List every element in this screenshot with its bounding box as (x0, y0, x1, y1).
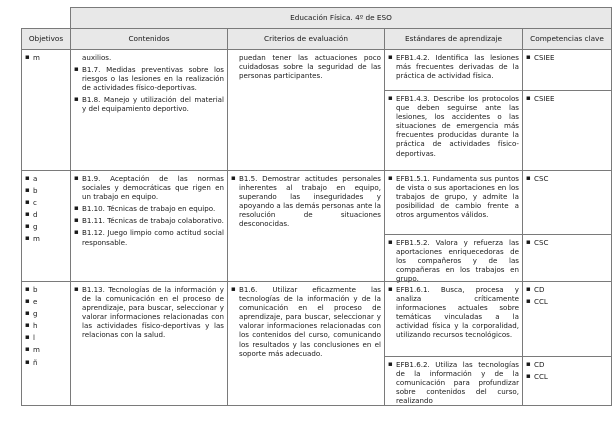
competencia-badge: ▪ CD (526, 285, 608, 294)
curriculum-table (21, 7, 612, 406)
objetivos-cell (22, 50, 71, 171)
contenidos-cell (71, 50, 228, 171)
objetivo-item: ▪ e (25, 297, 67, 306)
estandar-item: ▪ EFB1.5.2. Valora y refuerza las aportaciones enriquecedoras de los compañeros y de las compañeras en los trabajos en grupo. (388, 238, 519, 283)
objetivo-item: ▪ g (25, 222, 67, 231)
table-row (22, 50, 612, 171)
estandar-item: ▪ EFB1.4.2. Identifica las lesiones más frecuentes derivadas de la práctica de actividad física. (388, 53, 519, 80)
header-estandares: Estándares de aprendizaje (385, 29, 523, 50)
contenido-item: ▪ B1.8. Manejo y utilización del material y del equipamiento deportivo. (74, 95, 224, 113)
competencia-badge: ▪ CSIEE (526, 94, 608, 103)
table-title: Educación Física. 4º de ESO (71, 8, 612, 29)
objetivo-item: ▪ b (25, 186, 67, 195)
header-criterios: Criterios de evaluación (228, 29, 385, 50)
objetivo-item: ▪ c (25, 198, 67, 207)
competencias-cell (523, 171, 612, 282)
competencias-cell (523, 50, 612, 171)
criterio-item: ▪ B1.6. Utilizar eficazmente las tecnologías de la información y de la comunicación en el proceso de aprendizaje, para buscar, seleccionar y valorar informaciones relacionadas con los contenidos del curso, comunicando los resultados y las conclusiones en el soporte más adecuado. (231, 285, 381, 358)
contenidos-cell (71, 282, 228, 406)
header-contenidos: Contenidos (71, 29, 228, 50)
criterios-cell (228, 50, 385, 171)
objetivo-item: ▪ m (25, 345, 67, 354)
contenido-item: ▪ B1.9. Aceptación de las normas sociales y democráticas que rigen en un trabajo en equipo. (74, 174, 224, 201)
header-competencias: Competencias clave (523, 29, 612, 50)
contenido-item: ▪ B1.13. Tecnologías de la información y de la comunicación en el proceso de aprendizaje, para buscar, seleccionar y valorar informaciones relacionadas con las actividades físico-deportivas y las relacionas con la salud. (74, 285, 224, 340)
objetivo-item: ▪ d (25, 210, 67, 219)
estandares-cell (385, 171, 523, 282)
contenido-continuation: auxilios. (82, 53, 112, 62)
empty-corner (22, 8, 71, 29)
objetivo-item: ▪ ñ (25, 358, 67, 367)
objetivos-cell (22, 282, 71, 406)
competencia-badge: ▪ CSIEE (526, 53, 608, 62)
estandar-item: ▪ EFB1.6.1. Busca, procesa y analiza críticamente informaciones actuales sobre temáticas vinculadas a la actividad física y la corporalidad, utilizando recursos tecnológicos. (388, 285, 519, 340)
objetivo-item: ▪ m (25, 234, 67, 243)
objetivo-item: ▪ m (25, 53, 67, 62)
objetivo-item: ▪ l (25, 333, 67, 342)
table-row (22, 171, 612, 282)
objetivo-item: ▪ h (25, 321, 67, 330)
contenido-item: ▪ B1.10. Técnicas de trabajo en equipo. (74, 204, 224, 213)
competencia-badge: ▪ CSC (526, 238, 608, 247)
contenido-item: ▪ B1.7. Medidas preventivas sobre los riesgos o las lesiones en la realización de actividades físico-deportivas. (74, 65, 224, 92)
criterio-item: ▪ B1.5. Demostrar actitudes personales inherentes al trabajo en equipo, superando las inseguridades y apoyando a las demás personas ante la resolución de situaciones desconocidas. (231, 174, 381, 229)
competencia-badge: ▪ CD (526, 360, 608, 369)
objetivo-item: ▪ b (25, 285, 67, 294)
criterios-cell (228, 282, 385, 406)
competencias-cell (523, 282, 612, 406)
objetivo-item: ▪ a (25, 174, 67, 183)
estandares-cell (385, 50, 523, 171)
contenido-item: ▪ B1.11. Técnicas de trabajo colaborativo. (74, 216, 224, 225)
table-row (22, 282, 612, 406)
competencia-badge: ▪ CCL (526, 297, 608, 306)
header-objetivos: Objetivos (22, 29, 71, 50)
objetivos-cell (22, 171, 71, 282)
contenido-item: ▪ B1.12. Juego limpio como actitud social responsable. (74, 228, 224, 246)
criterios-cell (228, 171, 385, 282)
competencia-badge: ▪ CCL (526, 372, 608, 381)
estandar-item: ▪ EFB1.5.1. Fundamenta sus puntos de vista o sus aportaciones en los trabajos de grupo, y admite la posibilidad de cambio frente a otros argumentos válidos. (388, 174, 519, 219)
estandar-item: ▪ EFB1.4.3. Describe los protocolos que deben seguirse ante las lesiones, los accidentes o las situaciones de emergencia más frecuentes producidas durante la práctica de actividades físico-deportivas. (388, 94, 519, 158)
contenidos-cell (71, 171, 228, 282)
objetivo-item: ▪ g (25, 309, 67, 318)
competencia-badge: ▪ CSC (526, 174, 608, 183)
estandares-cell (385, 282, 523, 406)
criterio-continuation: puedan tener las actuaciones poco cuidadosas sobre la seguridad de las personas participantes. (239, 53, 381, 81)
estandar-item: ▪ EFB1.6.2. Utiliza las tecnologías de la información y de la comunicación para profundizar sobre contenidos del curso, realizando (388, 360, 519, 405)
